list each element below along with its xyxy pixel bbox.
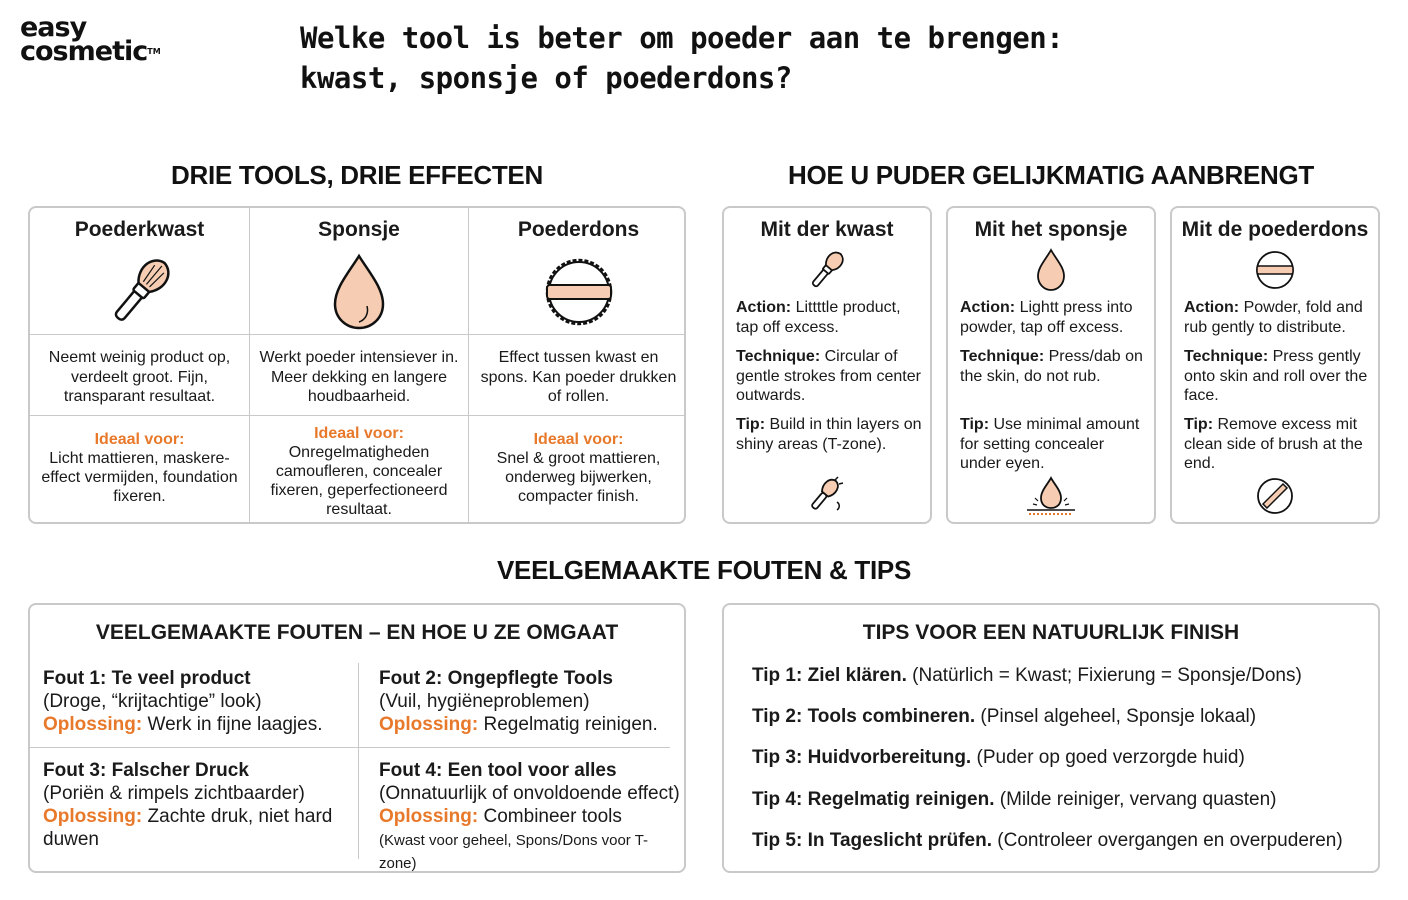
howto-card-sponsje (946, 206, 1156, 524)
mistake-problem: (Onnatuurlijk of onvoldoende effect) (379, 783, 680, 804)
logo-line-2: cosmetic™ (20, 36, 161, 67)
mistakes-divider (358, 663, 359, 859)
tips-title: TIPS VOOR EEN NATUURLIJK FINISH (862, 621, 1240, 644)
brand-logo (20, 12, 180, 68)
card-title: Mit het sponsje (974, 218, 1128, 241)
card-technique: Technique: Circular of gentle strokes from center outwards. (736, 348, 921, 404)
card-action: Action: Lightt press into powder, tap off excess. (960, 299, 1133, 336)
powder-puff-icon (1253, 248, 1297, 292)
tool-ideal-for (473, 430, 684, 506)
sponge-press-icon (1023, 474, 1079, 516)
mistake-problem: (Poriën & rimpels zichtbaarder) (43, 783, 305, 804)
mistake-problem: (Droge, “krijtachtige” look) (43, 691, 262, 712)
mistake-solution: Combineer tools (483, 806, 622, 827)
tool-description: Neemt weinig product op, verdeelt groot. Fijn, transparant resultaat. (48, 349, 231, 405)
mistake-item-4 (379, 759, 684, 874)
mistakes-divider (30, 747, 670, 748)
tip-item-2: Tip 2: Tools combineren. (Pinsel algeheel, Sponsje lokaal) (752, 706, 1257, 727)
section-heading-howto: HOE U PUDER GELIJKMATIG AANBRENGT (787, 160, 1314, 190)
card-technique: Technique: Press gently onto skin and roll over the face. (1184, 348, 1368, 404)
card-technique: Technique: Press/dab on the skin, do not rub. (960, 348, 1143, 385)
sponge-icon (1029, 248, 1073, 292)
logo-line-1: easy (20, 12, 87, 43)
mistake-title: Fout 1: Te veel product (43, 668, 251, 689)
solution-label: Oplossing: (43, 714, 143, 735)
tip-item-3: Tip 3: Huidvorbereitung. (Puder op goed verzorgde huid) (752, 747, 1245, 768)
tool-description: Werkt poeder intensiever in. Meer dekking en langere houdbaarheid. (259, 349, 459, 405)
mistake-title: Fout 4: Een tool voor alles (379, 760, 617, 781)
card-action: Action: Littttle product, tap off excess. (736, 299, 901, 336)
mistake-item-1 (43, 667, 353, 736)
tool-description: Effect tussen kwast en spons. Kan poeder drukken of rollen. (480, 349, 677, 405)
section-heading-tools: DRIE TOOLS, DRIE EFFECTEN (171, 160, 543, 190)
mistakes-title: VEELGEMAAKTE FOUTEN – EN HOE U ZE OMGAAT (95, 621, 619, 644)
ideal-text: Licht mattieren, maskere-effect vermijden, foundation fixeren. (41, 450, 238, 505)
mistake-solution: Werk in fijne laagjes. (147, 714, 323, 735)
solution-label: Oplossing: (43, 806, 143, 827)
ideal-label: Ideaal voor: (94, 431, 185, 448)
ideal-label: Ideaal voor: (533, 431, 624, 448)
puff-roll-icon (1255, 476, 1295, 516)
mistake-item-2 (379, 667, 679, 736)
tools-comparison-table (28, 206, 686, 524)
section-heading-mistakes: VEELGEMAAKTE FOUTEN & TIPS (496, 555, 911, 585)
powder-puff-icon (539, 252, 619, 332)
ideal-text: Snel & groot mattieren, onderweg bijwerken, compacter finish. (496, 450, 661, 505)
tool-column-poederdons (468, 208, 686, 522)
card-tip: Tip: Use minimal amount for setting concealer under eyen. (960, 416, 1140, 472)
mistake-problem: (Vuil, hygiëneproblemen) (379, 691, 590, 712)
mistake-title: Fout 3: Falscher Druck (43, 760, 249, 781)
tip-item-4: Tip 4: Regelmatig reinigen. (Milde reiniger, vervang quasten) (752, 789, 1277, 810)
howto-card-poederdons (1170, 206, 1380, 524)
mistake-solution: Zachte druk, niet hard duwen (43, 806, 333, 850)
ideal-label: Ideaal voor: (314, 425, 404, 442)
tip-item-1: Tip 1: Ziel klären. (Natürlich = Kwast; Fixierung = Sponsje/Dons) (752, 665, 1302, 686)
card-tip: Tip: Remove excess mit clean side of brush at the end. (1184, 416, 1363, 472)
page-title: Welke tool is beter om poeder aan te brengen: kwast, sponsje of poederdons? (300, 21, 1064, 95)
tip-item-5: Tip 5: In Tageslicht prüfen. (Controleer overgangen en overpuderen) (752, 830, 1343, 851)
tool-name: Poederkwast (74, 218, 205, 241)
card-title: Mit de poederdons (1181, 218, 1369, 241)
brush-icon (805, 248, 849, 292)
mistake-title: Fout 2: Ongepflegte Tools (379, 668, 613, 689)
card-action: Action: Powder, fold and rub gently to distribute. (1184, 299, 1363, 336)
tool-column-poederkwast (30, 208, 249, 522)
tool-name: Poederdons (517, 218, 640, 241)
card-title: Mit der kwast (760, 218, 894, 241)
tool-ideal-for (254, 424, 464, 519)
tool-column-sponsje (249, 208, 468, 522)
tips-box (722, 603, 1380, 873)
solution-label: Oplossing: (379, 714, 479, 735)
solution-label: Oplossing: (379, 806, 479, 827)
mistake-solution: Regelmatig reinigen. (483, 714, 658, 735)
howto-card-kwast (722, 206, 932, 524)
mistakes-box (28, 603, 686, 873)
mistake-item-3 (43, 759, 343, 851)
powder-brush-icon (100, 252, 180, 332)
card-tip: Tip: Build in thin layers on shiny areas (T-zone). (736, 416, 922, 453)
mistake-note: (Kwast voor geheel, Spons/Dons voor T-zone) (379, 832, 649, 872)
tool-ideal-for (34, 430, 245, 506)
ideal-text: Onregelmatigheden camoufleren, concealer fixeren, geperfectioneerd resultaat. (270, 444, 448, 518)
brush-tap-icon (807, 474, 847, 514)
tool-name: Sponsje (318, 218, 400, 241)
sponge-icon (319, 252, 399, 332)
